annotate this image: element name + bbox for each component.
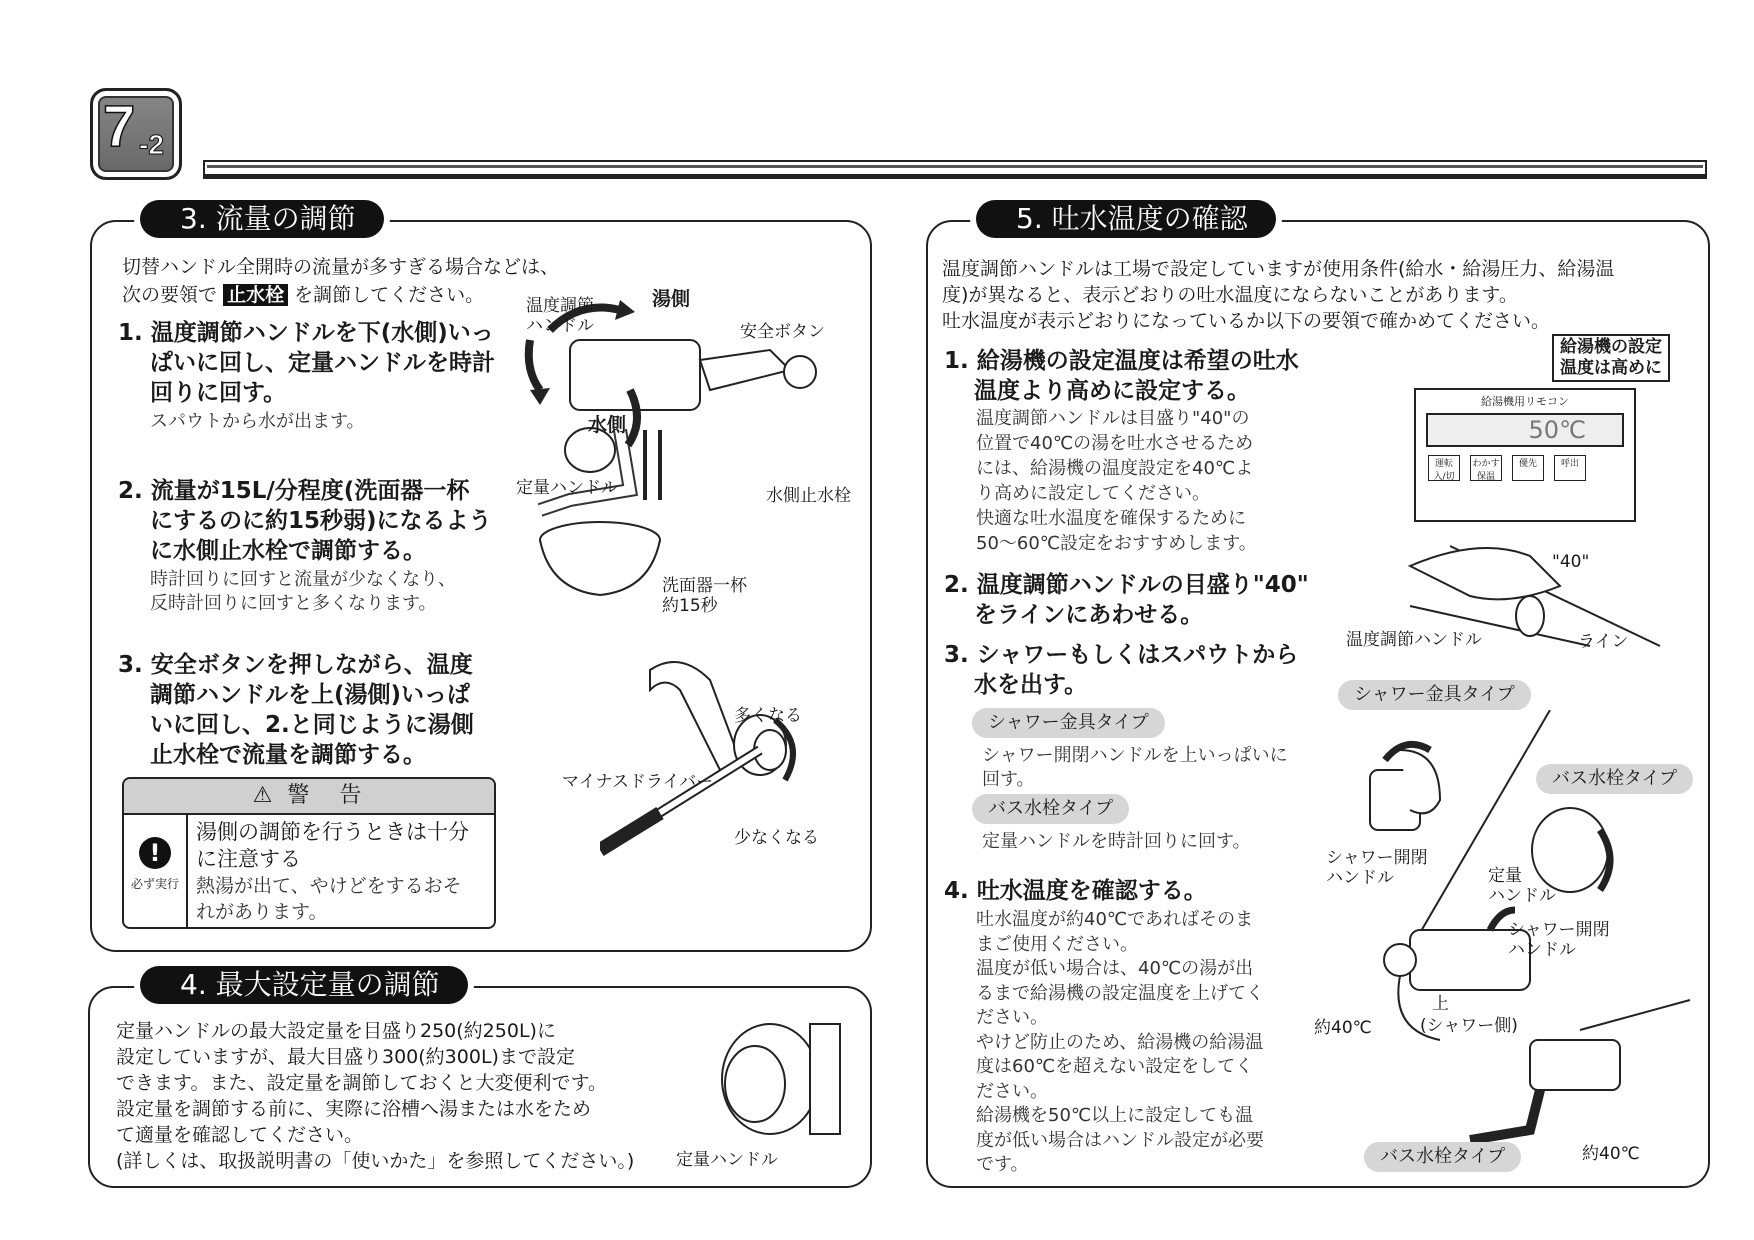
s3-intro-part-a: 次の要領で [122, 284, 218, 306]
s5-step4-note-line: ださい。 [976, 1080, 1048, 1102]
s5-note-line: 50～60℃設定をおすすめします。 [976, 533, 1257, 554]
hand [1410, 548, 1560, 599]
remote-controller [1414, 388, 1636, 522]
s3-step3-line: いに回し、2.と同じように湯側 [150, 712, 474, 738]
s5-step1-line: 温度より高めに設定する。 [974, 378, 1250, 404]
remote-buttons [1416, 451, 1634, 485]
shower-head [1384, 944, 1416, 976]
s5-step4-note-line: やけど防止のため、給湯機の給湯温 [976, 1031, 1264, 1053]
stop-valve-highlight: 止水栓 [223, 284, 288, 306]
label-line: 温度調節 [526, 296, 594, 316]
s4-line: できます。また、設定量を調節しておくと大変便利です。 [116, 1072, 607, 1094]
s3-step1-line: 回りに回す。 [150, 380, 287, 406]
s4-line: 設定量を調節する前に、実際に浴槽へ湯または水をため [116, 1098, 592, 1120]
s5-step2 [944, 570, 1309, 630]
s3-step1 [118, 318, 495, 408]
s5-intro-line: 度)が異なると、表示どおりの吐水温度にならないことがあります。 [942, 284, 1518, 306]
s5-note-line: り高めに設定してください。 [976, 483, 1210, 504]
s5-note-line: 位置で40℃の湯を吐水させるため [976, 433, 1254, 454]
shower-note-line: 回す。 [982, 769, 1035, 790]
warning-bold-line: に注意する [196, 847, 301, 871]
label-cold-valve: 水側止水栓 [766, 486, 851, 506]
shower-type-pill: シャワー金具タイプ [972, 708, 1165, 738]
label-about40-b: 約40℃ [1582, 1144, 1640, 1164]
remote-btn-power[interactable]: 運転入/切 [1428, 455, 1460, 481]
bath-type-note: 定量ハンドルを時計回りに回す。 [982, 831, 1251, 852]
bath-type-pill-r: バス水栓タイプ [1536, 764, 1693, 794]
s3-intro-line1: 切替ハンドル全開時の流量が多すぎる場合などは、 [122, 256, 560, 278]
flow-handle-illustration [700, 1004, 850, 1154]
section-flow-adjust-title: 3. 流量の調節 [140, 200, 384, 238]
s5-step4: 4. 吐水温度を確認する。 [944, 878, 1207, 904]
s5-intro [942, 256, 1614, 334]
remote-temp: 50℃ [1528, 416, 1586, 444]
s3-step2-note [150, 568, 456, 616]
s5-intro-line: 温度調節ハンドルは工場で設定していますが使用条件(給水・給湯圧力、給湯温 [942, 258, 1615, 280]
s3-step3-line: 止水栓で流量を調節する。 [150, 742, 426, 768]
label-hot-side: 湯側 [652, 288, 691, 310]
header-rule [203, 160, 1707, 179]
s5-intro-line: 吐水温度が表示どおりになっているか以下の要領で確かめてください。 [942, 310, 1551, 332]
label-forty: "40" [1552, 552, 1590, 572]
must-do-label: 必ず実行 [130, 877, 179, 891]
label-line: シャワー開閉 [1508, 920, 1610, 940]
section-badge [90, 88, 182, 180]
section-subnumber: -2 [139, 129, 164, 160]
s5-note-line: 快適な吐水温度を確保するために [976, 508, 1246, 529]
label-shower-side: (シャワー側) [1420, 1016, 1518, 1036]
s4-line: 定量ハンドルの最大設定量を目盛り250(約250L)に [116, 1020, 556, 1042]
label-about40-a: 約40℃ [1314, 1018, 1372, 1038]
s5-step4-note-line: 給湯機を50℃以上に設定しても温 [976, 1105, 1254, 1126]
warning-header: ⚠ 警 告 [124, 779, 494, 815]
s4-line: て適量を確認してください。 [116, 1124, 364, 1146]
s5-step4-note-line: です。 [976, 1154, 1029, 1175]
label-line: 約15秒 [662, 596, 718, 616]
label-line: 洗面器一杯 [662, 576, 747, 596]
remote-btn-call[interactable]: 呼出 [1554, 455, 1586, 481]
shower-note-line: シャワー開閉ハンドルを上いっぱいに [982, 745, 1288, 766]
s4-line: 設定していますが、最大目盛り300(約300L)まで設定 [116, 1046, 575, 1068]
s5-step3 [944, 640, 1298, 700]
shower-type-note [982, 744, 1288, 792]
label-cold-side: 水側 [588, 414, 627, 436]
s3-step3-line: 3. 安全ボタンを押しながら、温度 [118, 652, 473, 678]
label-safety-button: 安全ボタン [740, 322, 825, 342]
s5-step1-note [976, 406, 1257, 556]
s5-step3-line: 水を出す。 [974, 672, 1088, 698]
warning-box [122, 777, 496, 929]
remote-callout [1552, 334, 1670, 382]
s5-step4-note-line: るまで給湯機の設定温度を上げてく [976, 982, 1264, 1004]
faucet-arm [700, 350, 790, 390]
s5-note-line: には、給湯機の温度設定を40℃よ [976, 458, 1254, 479]
label-line: ライン [1578, 632, 1629, 652]
remote-btn-heat[interactable]: わかす保温 [1470, 455, 1502, 481]
s5-step3-line: 3. シャワーもしくはスパウトから [944, 642, 1299, 668]
callout-line: 温度は高めに [1560, 358, 1662, 378]
turn-arrow [628, 390, 637, 445]
label-line: ハンドル [526, 316, 594, 336]
s3-step1-note: スパウトから水が出ます。 [150, 411, 365, 432]
s3-intro-part-c: を調節してください。 [294, 284, 485, 306]
label-shower-handle-2 [1508, 920, 1610, 960]
bath-type-pill: バス水栓タイプ [972, 794, 1129, 824]
warning-text-line: 熱湯が出て、やけどをするおそ [196, 875, 462, 897]
label-flow-handle-r [1488, 866, 1556, 906]
s3-step1-line: ぱいに回し、定量ハンドルを時計 [150, 350, 495, 376]
s4-line: (詳しくは、取扱説明書の「使いかた」を参照してください。) [116, 1150, 635, 1172]
label-more: 多くなる [734, 706, 802, 726]
basin-body [540, 540, 660, 595]
s3-step2-line: に水側止水栓で調節する。 [150, 538, 426, 564]
label-line: シャワー開閉 [1326, 848, 1428, 868]
warning-bold-line: 湯側の調節を行うときは十分 [196, 820, 469, 844]
exclamation-icon: ! [139, 837, 171, 869]
s3-step2-note-line: 反時計回りに回すと多くなります。 [150, 593, 437, 614]
s3-step1-line: 1. 温度調節ハンドルを下(水側)いっ [118, 320, 494, 346]
warning-icon-cell [124, 815, 188, 927]
shower-type-pill-r: シャワー金具タイプ [1338, 680, 1531, 710]
s3-step2-line: にするのに約15秒弱)になるよう [150, 508, 492, 534]
s5-step4-note-line: 度が低い場合はハンドル設定が必要 [976, 1129, 1264, 1151]
remote-display [1426, 413, 1624, 447]
s3-step2-line: 2. 流量が15L/分程度(洗面器一杯 [118, 478, 470, 504]
label-basin [662, 576, 747, 616]
faucet-arm-detail [650, 662, 740, 770]
warning-text-line: れがあります。 [196, 901, 328, 923]
label-shower-handle [1326, 848, 1428, 888]
label-line: ハンドル [1326, 868, 1394, 888]
label-temp-handle [526, 296, 594, 336]
cold-valve-cap [784, 356, 816, 388]
callout-line: 給湯機の設定 [1560, 337, 1662, 357]
label-driver: マイナスドライバー [562, 772, 714, 792]
section-number: 7 [103, 94, 136, 159]
label-less: 少なくなる [734, 828, 819, 848]
s4-body [116, 1018, 634, 1174]
section-temp-check-title: 5. 吐水温度の確認 [976, 200, 1276, 238]
s5-step4-note-line: ださい。 [976, 1007, 1048, 1028]
section-max-setting-title: 4. 最大設定量の調節 [140, 966, 468, 1004]
s3-step2-note-line: 時計回りに回すと流量が少なくなり、 [150, 569, 456, 590]
label-line: ハンドル [1508, 940, 1576, 960]
s5-step2-line: をラインにあわせる。 [974, 602, 1204, 628]
s3-step2 [118, 476, 492, 566]
label-temp-handle-r: 温度調節ハンドル [1346, 630, 1482, 650]
bath-faucet-body [1530, 1040, 1620, 1090]
warning-text [196, 819, 469, 925]
cold-arrow [529, 340, 540, 390]
s5-step4-note-line: 度は60℃を超えない設定をしてく [976, 1056, 1254, 1077]
label-flow-handle: 定量ハンドル [516, 478, 618, 498]
screwdriver-illustration [600, 650, 860, 870]
s3-step3-line: 調節ハンドルを上(湯側)いっぱ [150, 682, 471, 708]
label-line: 定量 [1488, 866, 1522, 886]
s5-step2-line: 2. 温度調節ハンドルの目盛り"40" [944, 572, 1309, 598]
s3-step3 [118, 650, 474, 770]
s5-step4-note [976, 908, 1264, 1178]
bath-type-pill-b: バス水栓タイプ [1364, 1142, 1521, 1172]
s5-step1 [944, 346, 1299, 406]
label-s4-flow-handle: 定量ハンドル [676, 1150, 778, 1170]
label-line: ハンドル [1488, 886, 1556, 906]
s5-note-line: 温度調節ハンドルは目盛り"40"の [976, 408, 1250, 429]
s5-step4-note-line: まご使用ください。 [976, 933, 1138, 955]
s5-step4-note-line: 温度が低い場合は、40℃の湯が出 [976, 958, 1254, 979]
s5-step4-note-line: 吐水温度が約40℃であればそのま [976, 909, 1254, 930]
label-up: 上 [1432, 994, 1449, 1014]
remote-btn-priority[interactable]: 優先 [1512, 455, 1544, 481]
s5-step1-line: 1. 給湯機の設定温度は希望の吐水 [944, 348, 1299, 374]
s3-intro-line2 [122, 282, 484, 308]
remote-title: 給湯機用リモコン [1481, 395, 1569, 408]
